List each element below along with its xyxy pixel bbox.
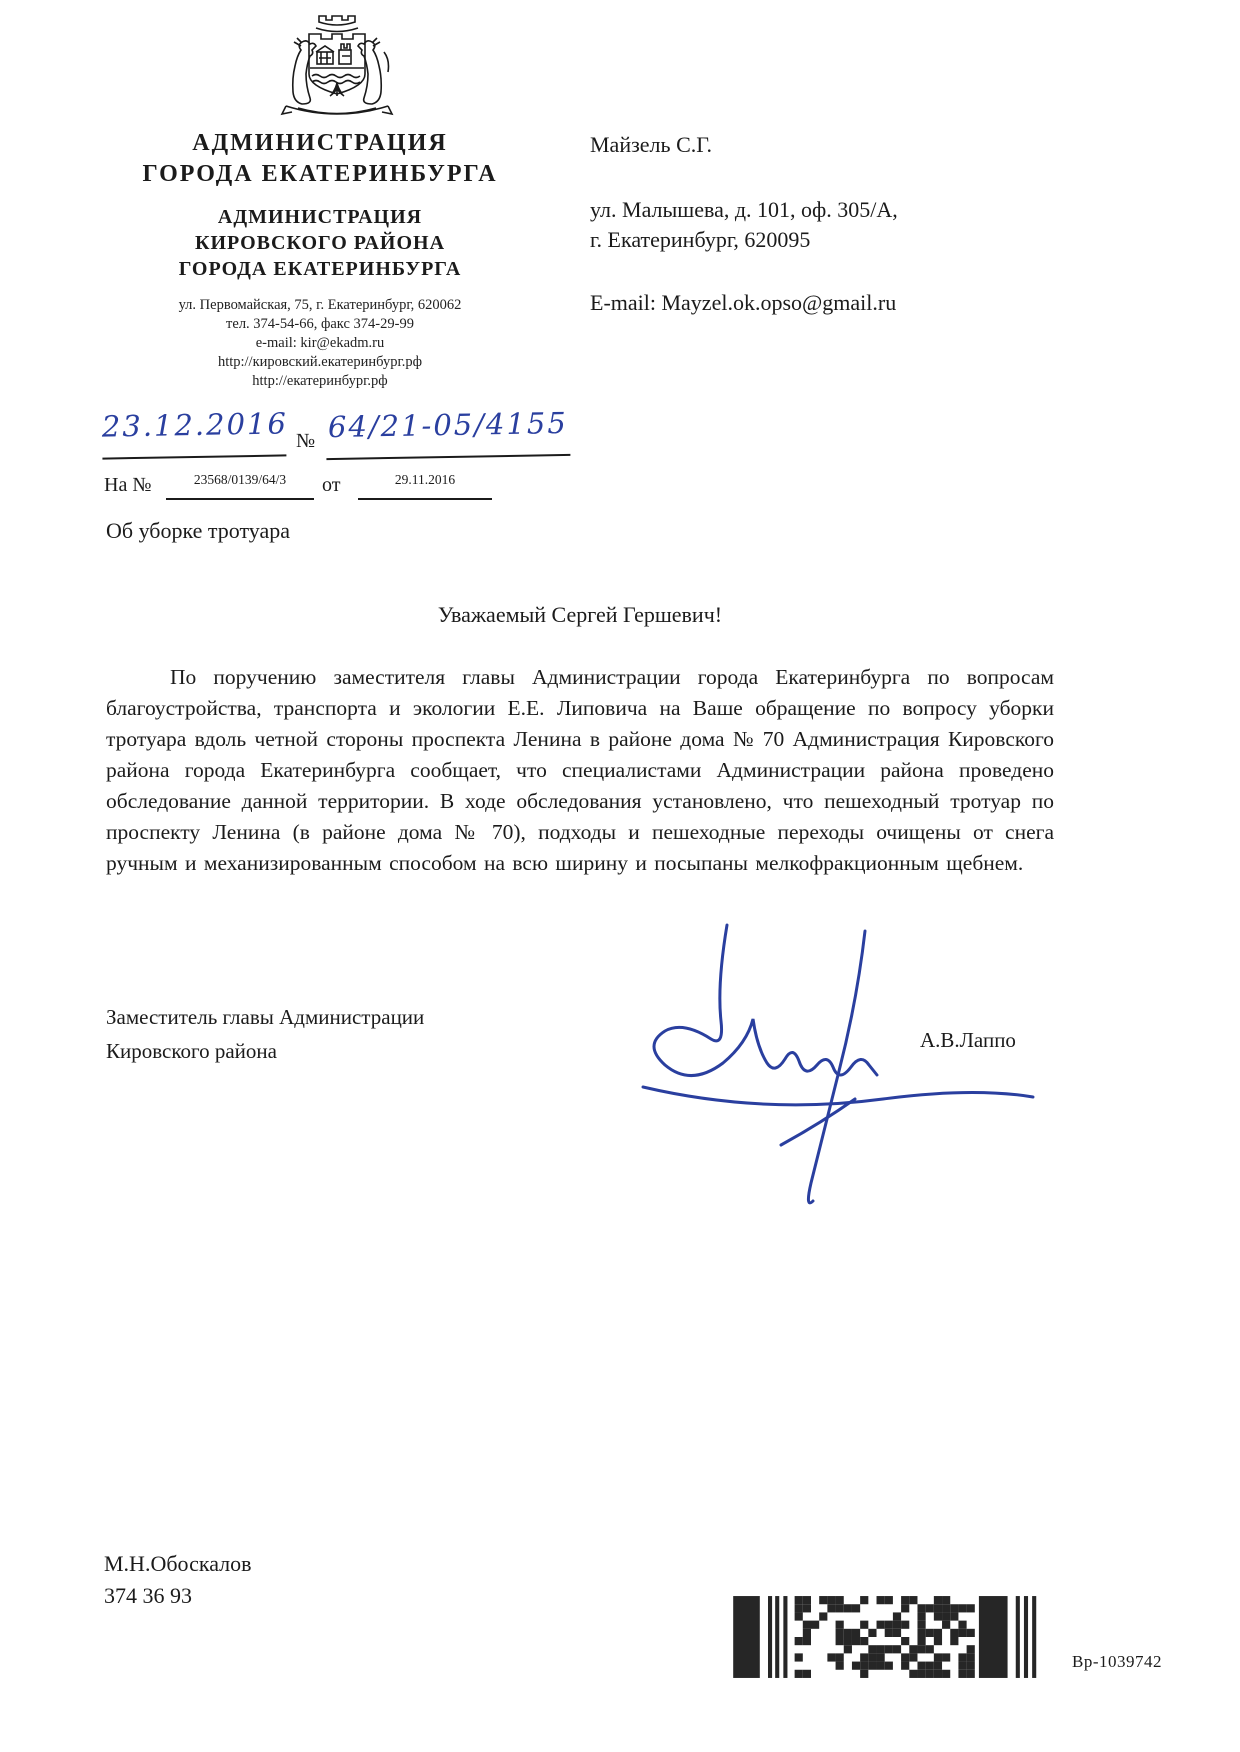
executor-phone: 374 36 93 xyxy=(104,1583,192,1608)
executor-name: М.Н.Обоскалов xyxy=(104,1551,252,1576)
org-line3: ГОРОДА ЕКАТЕРИНБУРГА xyxy=(178,258,462,280)
recipient-name: Майзель С.Г. xyxy=(590,132,712,157)
org-site-city: http://екатеринбург.рф xyxy=(252,373,388,389)
body-paragraph: По поручению заместителя главы Администрации города Екатеринбурга по вопросам благоустройства, транспорта и экологии Е.Е. Липовича на Ваше обращение по вопросу уборки тротуара вдоль четной стороны проспекта Ленина в районе дома № 70 Администрация Кировского района города Екатеринбурга сообщает, что специалистами Администрации района проведено обследование данной территории. В ходе обследования установлено, что пешеходный тротуар по проспекту Ленина (в районе дома № 70), подходы и пешеходные переходы очищены от снега ручным и механизированным способом на всю ширину и посыпаны мелкофракционным щебнем. xyxy=(106,665,1054,875)
recipient-address-line2: г. Екатеринбург, 620095 xyxy=(590,227,811,252)
signer-title-line1: Заместитель главы Администрации xyxy=(106,1005,425,1029)
number-sign: № xyxy=(296,430,316,452)
incoming-number: 23568/0139/64/3 xyxy=(166,470,314,500)
coat-of-arms-emblem xyxy=(272,8,402,120)
recipient-address-line1: ул. Малышева, д. 101, оф. 305/А, xyxy=(590,197,898,222)
signature-scribble xyxy=(615,895,1055,1225)
org-line1: АДМИНИСТРАЦИЯ xyxy=(217,206,423,228)
signer-title-line2: Кировского района xyxy=(106,1039,277,1063)
subject-line: Об уборке тротуара xyxy=(106,518,291,543)
parent-org-line1: АДМИНИСТРАЦИЯ xyxy=(192,130,448,156)
signer-name: А.В.Лаппо xyxy=(920,1028,1016,1052)
reply-to-label: На № xyxy=(104,474,152,496)
letterhead xyxy=(90,128,550,391)
executor-block xyxy=(104,1548,252,1612)
salutation: Уважаемый Сергей Гершевич! xyxy=(437,602,723,627)
outgoing-date-handwritten: 23.12.2016 xyxy=(102,406,287,459)
org-line2: КИРОВСКОГО РАЙОНА xyxy=(194,232,446,254)
from-label: от xyxy=(322,474,341,496)
org-site-district: http://кировский.екатеринбург.рф xyxy=(217,354,423,370)
org-email: e-mail: kir@ekadm.ru xyxy=(255,335,385,351)
parent-org-line2: ГОРОДА ЕКАТЕРИНБУРГА xyxy=(142,161,498,187)
recipient-email: E-mail: Mayzel.ok.opso@gmail.ru xyxy=(590,290,897,315)
signer-title xyxy=(106,1000,424,1068)
org-phone-fax: тел. 374-54-66, факс 374-29-99 xyxy=(226,316,414,332)
outgoing-number-handwritten: 64/21-05/4155 xyxy=(326,406,571,460)
incoming-date: 29.11.2016 xyxy=(358,470,492,500)
registration-barcode xyxy=(730,1594,1064,1680)
barcode-label: Вр-1039742 xyxy=(1072,1652,1162,1671)
org-address: ул. Первомайская, 75, г. Екатеринбург, 620062 xyxy=(178,297,462,313)
recipient-block xyxy=(590,130,1060,318)
